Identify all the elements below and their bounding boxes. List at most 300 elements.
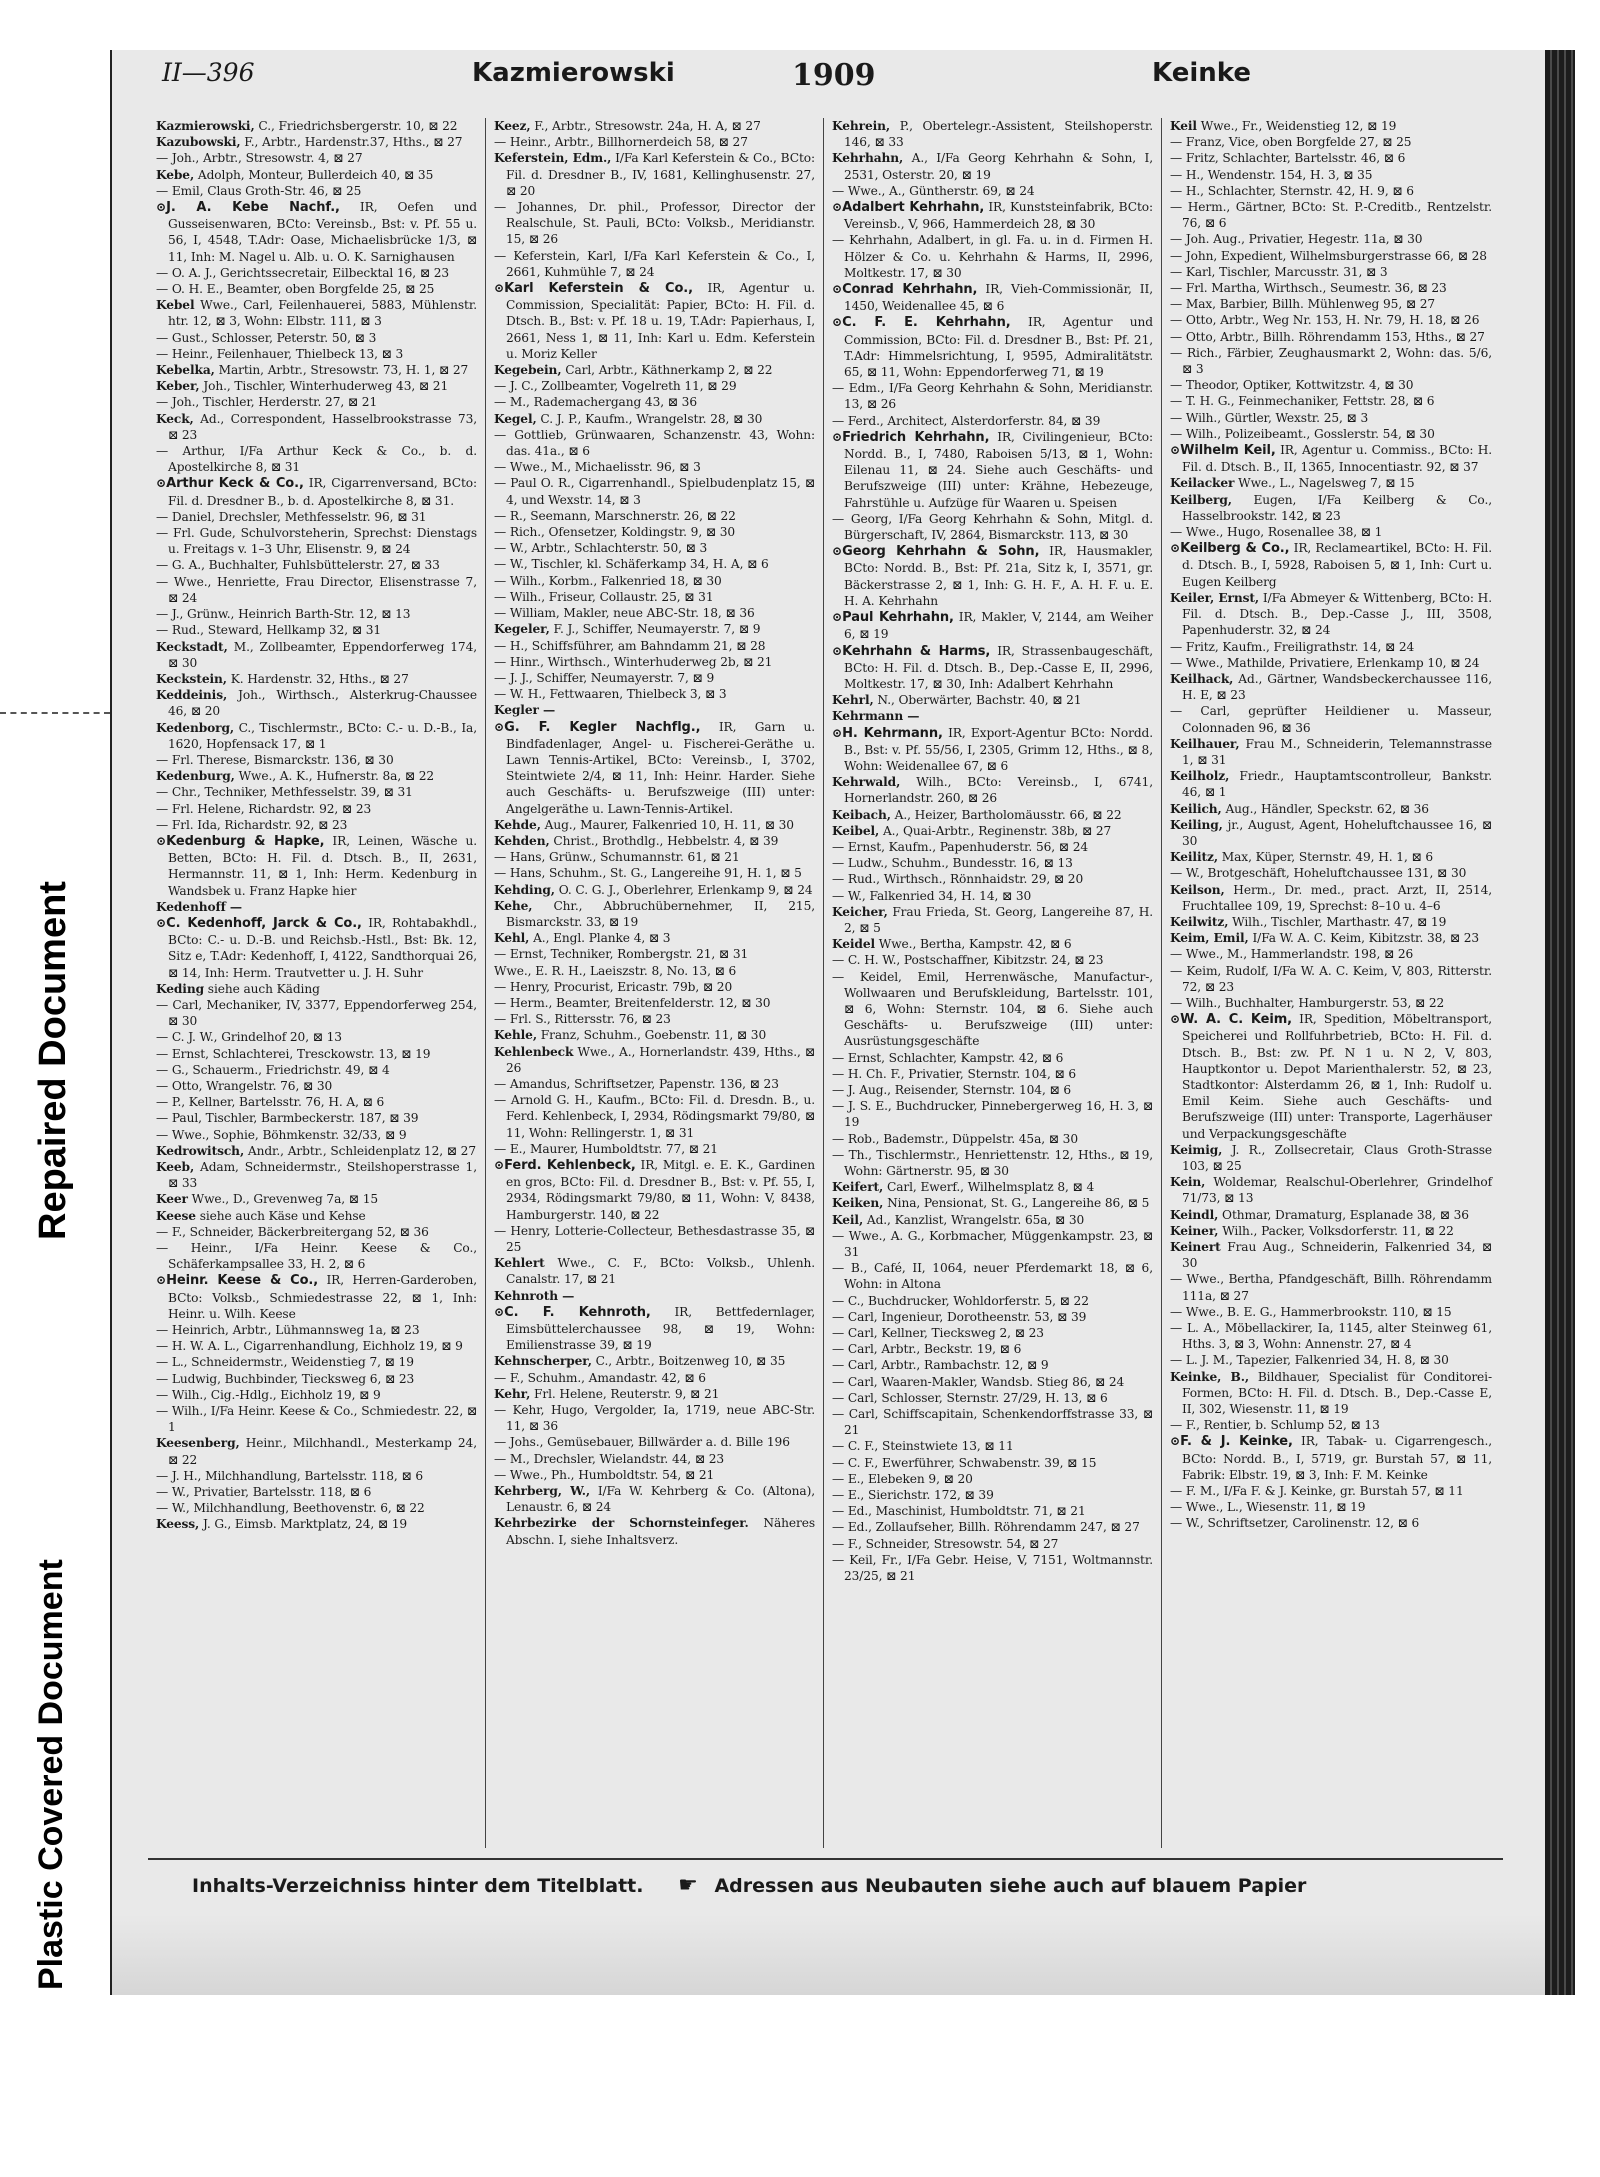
directory-entry bbox=[1170, 264, 1492, 280]
entry-name: Keber, bbox=[156, 379, 200, 394]
entry-details: — E., Elebeken 9, ⊠ 20 bbox=[832, 1471, 973, 1486]
entry-details: P., Obertelegr.-Assistent, Steilshoperstr. 146, ⊠ 33 bbox=[844, 119, 1153, 150]
directory-entry bbox=[494, 1044, 815, 1076]
directory-entry bbox=[1170, 312, 1492, 328]
entry-details: — L. A., Möbellackirer, Ia, 1145, alter Steinweg 61, Hths. 3, ⊠ 3, Wohn: Annenstr. 27, ⊠ 4 bbox=[1170, 1321, 1492, 1352]
directory-entry bbox=[156, 1062, 477, 1078]
entry-details: — Th., Tischlermstr., Henriettenstr. 12, Hths., ⊠ 19, Wohn: Gärtnerstr. 95, ⊠ 30 bbox=[832, 1147, 1153, 1178]
entry-details: — E., Sierichstr. 172, ⊠ 39 bbox=[832, 1488, 994, 1503]
directory-entry bbox=[156, 1094, 477, 1110]
entry-name: Kedrowitsch, bbox=[156, 1143, 245, 1158]
entry-details: Frl. Helene, Reuterstr. 9, ⊠ 21 bbox=[534, 1386, 720, 1401]
directory-entry bbox=[494, 427, 815, 459]
entry-name: Kehding, bbox=[494, 882, 555, 897]
directory-entry bbox=[832, 871, 1153, 887]
directory-entry bbox=[1170, 410, 1492, 426]
entry-details: — F., Schneider, Bäckerbreitergang 52, ⊠ 36 bbox=[156, 1224, 429, 1239]
directory-entry bbox=[832, 232, 1153, 281]
directory-entry bbox=[494, 702, 815, 718]
entry-details: — O. A. J., Gerichtssecretair, Eilbecktal 16, ⊠ 23 bbox=[156, 265, 450, 280]
entry-details: Heinr., Milchhandl., Mesterkamp 24, ⊠ 22 bbox=[168, 1436, 477, 1467]
directory-entry bbox=[156, 899, 477, 915]
directory-entry bbox=[494, 1402, 815, 1434]
entry-name: Arthur Keck & Co., bbox=[166, 476, 304, 492]
page-header bbox=[152, 50, 1492, 96]
directory-entry bbox=[156, 525, 477, 557]
entry-details: — Herm., Gärtner, BCto: St. P.-Creditb., Rentzelstr. 76, ⊠ 6 bbox=[1170, 200, 1492, 231]
directory-entry bbox=[1170, 946, 1492, 962]
entry-details: IR, Leinen, Wäsche u. Betten, BCto: H. Fil. d. Dtsch. B., II, 2631, Hermannstr. 11, ⊠ 1, Inh: Herm. Kedenburg in Wandsbek u. Franz Hapke hier bbox=[168, 833, 477, 898]
directory-entry bbox=[156, 720, 477, 752]
directory-entry bbox=[1170, 671, 1492, 703]
directory-entry bbox=[494, 589, 815, 605]
entry-details: I/Fa Abmeyer & Wittenberg, BCto: H. Fil. d. Dtsch. B., Dep.-Casse J., III, 3508, Papenhuderstr. 32, ⊠ 24 bbox=[1182, 590, 1492, 638]
page-number: II—396 bbox=[162, 58, 255, 87]
entry-name: Keddeinis, bbox=[156, 688, 228, 703]
directory-entry bbox=[832, 1260, 1153, 1292]
entry-details: — Gust., Schlosser, Peterstr. 50, ⊠ 3 bbox=[156, 330, 377, 345]
entry-details: A., Engl. Planke 4, ⊠ 3 bbox=[533, 931, 671, 946]
entry-details: — Wilh., Buchhalter, Hamburgerstr. 53, ⊠ 22 bbox=[1170, 995, 1445, 1010]
entry-name: Kehde, bbox=[494, 817, 541, 832]
column-3 bbox=[824, 118, 1162, 1848]
entry-details: — J. J., Schiffer, Neumayerstr. 7, ⊠ 9 bbox=[494, 670, 715, 685]
directory-entry bbox=[832, 1195, 1153, 1211]
entry-details: Ad., Correspondent, Hasselbrookstrasse 73, ⊠ 23 bbox=[168, 411, 477, 442]
directory-entry bbox=[1170, 914, 1492, 930]
directory-entry bbox=[494, 1223, 815, 1255]
directory-entry bbox=[1170, 655, 1492, 671]
directory-entry bbox=[494, 930, 815, 946]
entry-details: — Ernst, Techniker, Rombergstr. 21, ⊠ 31 bbox=[494, 947, 749, 962]
directory-entry bbox=[156, 1110, 477, 1126]
directory-entry bbox=[1170, 393, 1492, 409]
entry-details: Wilh., Tischler, Marthastr. 47, ⊠ 19 bbox=[1232, 914, 1447, 929]
entry-details: — Herm., Beamter, Breitenfelderstr. 12, ⊠ 30 bbox=[494, 995, 771, 1010]
directory-entry bbox=[1170, 1369, 1492, 1418]
entry-details: — Joh., Tischler, Herderstr. 27, ⊠ 21 bbox=[156, 395, 378, 410]
directory-entry bbox=[494, 362, 815, 378]
entry-details: Herm., Dr. med., pract. Arzt, II, 2514, Fruchtallee 109, 19, Sprechst: 8–10 u. 4–6 bbox=[1182, 882, 1492, 913]
directory-entry bbox=[494, 1386, 815, 1402]
directory-entry bbox=[1170, 590, 1492, 639]
entry-name: F. & J. Keinke, bbox=[1180, 1434, 1293, 1450]
entry-details: — Kehrhahn, Adalbert, in gl. Fa. u. in d. Firmen H. Hölzer & Co. u. Kehrhahn & Harms, II, 2996, Moltkestr. 17, ⊠ 30 bbox=[832, 233, 1153, 280]
directory-entry bbox=[1170, 442, 1492, 475]
directory-entry bbox=[494, 1467, 815, 1483]
entry-name: Keiken, bbox=[832, 1196, 884, 1211]
directory-entry bbox=[494, 995, 815, 1011]
entry-details: — Emil, Claus Groth-Str. 46, ⊠ 25 bbox=[156, 183, 362, 198]
directory-entry bbox=[494, 378, 815, 394]
directory-entry bbox=[494, 1141, 815, 1157]
directory-entry bbox=[156, 1322, 477, 1338]
entry-name: Kebel bbox=[156, 298, 195, 313]
entry-details: F., Arbtr., Stresowstr. 24a, H. A, ⊠ 27 bbox=[534, 119, 761, 133]
directory-entry bbox=[832, 609, 1153, 642]
directory-entry bbox=[156, 768, 477, 784]
entry-details: — Otto, Wrangelstr. 76, ⊠ 30 bbox=[156, 1078, 333, 1093]
entry-name: Kehle, bbox=[494, 1028, 537, 1043]
entry-details: — Wilh., Korbm., Falkenried 18, ⊠ 30 bbox=[494, 573, 722, 588]
directory-entry bbox=[494, 963, 815, 979]
directory-entry bbox=[494, 654, 815, 670]
entry-name: Kebelka, bbox=[156, 363, 215, 378]
side-label bbox=[2, 680, 74, 2000]
directory-entry bbox=[1170, 1207, 1492, 1223]
entry-name: Keeb, bbox=[156, 1160, 195, 1174]
entry-name: Kedenburg, bbox=[156, 769, 235, 784]
entry-details: — Edm., I/Fa Georg Kehrhahn & Sohn, Meridianstr. 13, ⊠ 26 bbox=[832, 381, 1153, 412]
entry-name: Keilberg & Co., bbox=[1180, 541, 1290, 557]
entry-details: — C. H. W., Postschaffner, Kibitzstr. 24, ⊠ 23 bbox=[832, 953, 1104, 968]
cut-line bbox=[0, 712, 110, 714]
directory-entry bbox=[156, 281, 477, 297]
column-1 bbox=[148, 118, 486, 1848]
directory-entry bbox=[1170, 1433, 1492, 1483]
directory-entry bbox=[494, 865, 815, 881]
directory-entry bbox=[494, 1027, 815, 1043]
entry-details: siehe auch Käding bbox=[207, 981, 320, 996]
entry-details: — H. Ch. F., Privatier, Sternstr. 104, ⊠ 6 bbox=[832, 1066, 1077, 1081]
entry-name: Keez, bbox=[494, 119, 531, 133]
entry-details: — Arthur, I/Fa Arthur Keck & Co., b. d. Apostelkirche 8, ⊠ 31 bbox=[156, 444, 477, 475]
directory-entry bbox=[1170, 817, 1492, 849]
entry-details: — W., Arbtr., Schlachterstr. 50, ⊠ 3 bbox=[494, 541, 708, 556]
entry-name: Kehrein, bbox=[832, 119, 891, 133]
entry-details: Wwe., E. R. H., Laeiszstr. 8, No. 13, ⊠ 6 bbox=[494, 963, 737, 978]
directory-entry bbox=[494, 817, 815, 833]
entry-details: C., Friedrichsbergerstr. 10, ⊠ 22 bbox=[258, 119, 458, 133]
directory-entry bbox=[832, 1552, 1153, 1584]
entry-details: IR, Makler, V, 2144, am Weiher 6, ⊠ 19 bbox=[844, 610, 1153, 642]
entry-name: Keifert, bbox=[832, 1180, 884, 1195]
entry-name: Kehrwald, bbox=[832, 775, 901, 790]
directory-entry bbox=[832, 543, 1153, 609]
directory-entry bbox=[1170, 296, 1492, 312]
entry-details: — Frl. Martha, Wirthsch., Seumestr. 36, ⊠ 23 bbox=[1170, 281, 1447, 296]
entry-name: Conrad Kehrhahn, bbox=[842, 282, 978, 298]
entry-details: Wwe., A., Hornerlandstr. 439, Hths., ⊠ 26 bbox=[506, 1044, 815, 1075]
directory-entry bbox=[156, 1046, 477, 1062]
entry-details: Frau Frieda, St. Georg, Langereihe 87, H. 2, ⊠ 5 bbox=[844, 904, 1153, 935]
entry-name: Kehrbezirke der Schornsteinfeger. bbox=[494, 1516, 749, 1531]
directory-entry bbox=[494, 605, 815, 621]
entry-details: — Carl, Schiffscapitain, Schenkendorffstrasse 33, ⊠ 21 bbox=[832, 1407, 1153, 1438]
directory-entry bbox=[494, 1011, 815, 1027]
directory-entry bbox=[832, 839, 1153, 855]
entry-details: Eugen, I/Fa Keilberg & Co., Hasselbrookstr. 142, ⊠ 23 bbox=[1182, 492, 1492, 523]
entry-name: Paul Kehrhahn, bbox=[842, 610, 954, 626]
entry-details: F., Arbtr., Hardenstr.37, Hths., ⊠ 27 bbox=[244, 135, 463, 150]
entry-details: — Keil, Fr., I/Fa Gebr. Heise, V, 7151, Woltmannstr. 23/25, ⊠ 21 bbox=[832, 1552, 1153, 1584]
entry-name: Georg Kehrhahn & Sohn, bbox=[842, 544, 1040, 560]
directory-entry bbox=[832, 904, 1153, 936]
directory-entry bbox=[1170, 963, 1492, 995]
entry-details: IR, Agentur u. Commission, Specialität: Papier, BCto: H. Fil. d. Dtsch. B., Bst: v. Pf. 18 u. 19, T.Adr: Papierhaus, I, 2661, Ness 1, ⊠ 11, Inh: Karl u. Edm. Keferstein u. Moriz Keller bbox=[506, 281, 815, 361]
entry-details: — Paul, Tischler, Barmbeckerstr. 187, ⊠ 39 bbox=[156, 1111, 419, 1126]
entry-details: — Daniel, Drechsler, Methfesselstr. 96, ⊠ 31 bbox=[156, 509, 427, 524]
entry-name: Keilich, bbox=[1170, 801, 1222, 816]
directory-entry bbox=[1170, 199, 1492, 231]
directory-entry bbox=[156, 574, 477, 606]
directory-entry bbox=[832, 708, 1153, 724]
entry-details: — Keferstein, Karl, I/Fa Karl Keferstein & Co., I, 2661, Kuhmühle 7, ⊠ 24 bbox=[494, 248, 815, 279]
directory-entry bbox=[156, 183, 477, 199]
entry-details: — Carl, Arbtr., Beckstr. 19, ⊠ 6 bbox=[832, 1342, 1022, 1357]
directory-entry bbox=[156, 134, 477, 150]
entry-details: — W., Brotgeschäft, Hoheluftchaussee 131, ⊠ 30 bbox=[1170, 866, 1467, 881]
entry-name: Keiler, Ernst, bbox=[1170, 590, 1260, 605]
entry-details: Aug., Maurer, Falkenried 10, H. 11, ⊠ 30 bbox=[544, 817, 794, 832]
entry-name: Keese bbox=[156, 1208, 196, 1223]
page-footer bbox=[192, 1873, 1482, 1903]
entry-details: — Joh. Aug., Privatier, Hegestr. 11a, ⊠ 30 bbox=[1170, 232, 1423, 247]
directory-entry bbox=[156, 394, 477, 410]
entry-details: — Wwe., Sophie, Böhmkenstr. 32/33, ⊠ 9 bbox=[156, 1127, 407, 1142]
entry-details: Joh., Wirthsch., Alsterkrug-Chaussee 46, ⊠ 20 bbox=[168, 688, 477, 719]
entry-name: Kazmierowski, bbox=[156, 119, 255, 133]
entry-name: C. Kedenhoff, Jarck & Co., bbox=[166, 915, 362, 931]
entry-details: — Ernst, Schlachter, Kampstr. 42, ⊠ 6 bbox=[832, 1050, 1064, 1065]
entry-details: — R., Seemann, Marschnerstr. 26, ⊠ 22 bbox=[494, 508, 736, 523]
entry-details: K. Hardenstr. 32, Hths., ⊠ 27 bbox=[230, 671, 409, 686]
entry-details: IR, Hausmakler, BCto: Nordd. B., Bst: Pf. 21a, Sitz k, I, 3571, gr. Bäckerstrasse 2, ⊠ 1, Inh: G. H. F., A. H. F. u. E. H. A. Kehrhahn bbox=[844, 544, 1153, 608]
entry-details: Christ., Brothdlg., Hebbelstr. 4, ⊠ 39 bbox=[553, 833, 779, 848]
entry-details: — J., Grünw., Heinrich Barth-Str. 12, ⊠ 13 bbox=[156, 607, 411, 622]
entry-name: Keinke, B., bbox=[1170, 1369, 1249, 1384]
entry-name: Kehl, bbox=[494, 931, 530, 946]
directory-entry bbox=[156, 557, 477, 573]
entry-details: Bildhauer, Specialist für Conditorei-Formen, BCto: H. Fil. d. Dtsch. B., Dep.-Casse E, II, 302, Wiesenstr. 11, ⊠ 19 bbox=[1182, 1369, 1492, 1417]
entry-details: siehe auch Käse und Kehse bbox=[199, 1208, 366, 1223]
directory-entry bbox=[1170, 736, 1492, 768]
entry-details: — Heinr., Feilenhauer, Thielbeck 13, ⊠ 3 bbox=[156, 346, 404, 361]
directory-entry bbox=[156, 833, 477, 899]
entry-details: — Frl. S., Rittersstr. 76, ⊠ 23 bbox=[494, 1012, 671, 1027]
directory-entry bbox=[1170, 1304, 1492, 1320]
entry-details: — H., Wendenstr. 154, H. 3, ⊠ 35 bbox=[1170, 167, 1373, 182]
directory-entry bbox=[1170, 1142, 1492, 1174]
directory-entry bbox=[494, 540, 815, 556]
entry-name: Kein, bbox=[1170, 1175, 1206, 1190]
entry-name: Kehden, bbox=[494, 833, 550, 848]
directory-entry bbox=[156, 687, 477, 719]
directory-entry bbox=[832, 1357, 1153, 1373]
entry-details: — William, Makler, neue ABC-Str. 18, ⊠ 36 bbox=[494, 606, 755, 621]
entry-details: IR, Reclameartikel, BCto: H. Fil. d. Dtsch. B., I, 5928, Raboisen 5, ⊠ 1, Inh: Curt u. Eugen Keilberg bbox=[1182, 541, 1493, 589]
entry-details: Carl, Ewerf., Wilhelmsplatz 8, ⊠ 4 bbox=[886, 1180, 1095, 1195]
directory-entry bbox=[832, 183, 1153, 199]
entry-name: Keilacker bbox=[1170, 476, 1235, 491]
entry-name: Kegeler, bbox=[494, 622, 550, 637]
bottom-rule bbox=[148, 1858, 1503, 1860]
entry-details: — Joh., Arbtr., Stresowstr. 4, ⊠ 27 bbox=[156, 151, 363, 166]
entry-details: — G., Schauerm., Friedrichstr. 49, ⊠ 4 bbox=[156, 1062, 390, 1077]
entry-name: Friedrich Kehrhahn, bbox=[842, 429, 990, 445]
directory-entry bbox=[156, 1143, 477, 1159]
entry-details: — F., Schuhm., Amandastr. 42, ⊠ 6 bbox=[494, 1370, 706, 1385]
entry-name: Kegler — bbox=[494, 703, 556, 718]
entry-details: — J. S. E., Buchdrucker, Pinnebergerweg 16, H. 3, ⊠ 19 bbox=[832, 1099, 1153, 1130]
entry-details: — Wilh., I/Fa Heinr. Keese & Co., Schmiedestr. 22, ⊠ 1 bbox=[156, 1404, 477, 1435]
directory-entry bbox=[1170, 248, 1492, 264]
directory-entry bbox=[494, 524, 815, 540]
entry-details: Näheres Abschn. I, siehe Inhaltsverz. bbox=[506, 1516, 815, 1547]
header-right-word: Keinke bbox=[1152, 58, 1251, 88]
entry-details: Joh., Tischler, Winterhuderweg 43, ⊠ 21 bbox=[203, 379, 449, 394]
directory-entry bbox=[156, 1403, 477, 1435]
entry-details: IR, Agentur u. Commiss., BCto: H. Fil. d. Dtsch. B., II, 1365, Innocentiastr. 92, ⊠ 37 bbox=[1182, 443, 1492, 475]
directory-entry bbox=[832, 1179, 1153, 1195]
directory-entry bbox=[1170, 183, 1492, 199]
directory-entry bbox=[494, 508, 815, 524]
directory-entry bbox=[156, 1191, 477, 1207]
entry-details: — Ernst, Kaufm., Papenhuderstr. 56, ⊠ 24 bbox=[832, 839, 1089, 854]
entry-details: — C., Buchdrucker, Wohldorferstr. 5, ⊠ 22 bbox=[832, 1293, 1089, 1308]
entry-details: — Rud., Steward, Hellkamp 32, ⊠ 31 bbox=[156, 623, 382, 638]
entry-name: C. F. Kehnroth, bbox=[504, 1304, 651, 1320]
entry-details: — F. M., I/Fa F. & J. Keinke, gr. Burstah 57, ⊠ 11 bbox=[1170, 1484, 1464, 1499]
entry-details: I/Fa Karl Keferstein & Co., BCto: Fil. d. Dresdner B., IV, 1681, Kellinghusenstr. 27, ⊠ 20 bbox=[506, 151, 815, 198]
directory-entry bbox=[1170, 1515, 1492, 1531]
entry-name: G. F. Kegler Nachflg., bbox=[504, 719, 701, 735]
entry-details: — W., Privatier, Bartelsstr. 118, ⊠ 6 bbox=[156, 1485, 372, 1500]
directory-entry bbox=[832, 1374, 1153, 1390]
column-4 bbox=[1162, 118, 1500, 1848]
entry-details: C., Tischlermstr., BCto: C.- u. D.-B., Ia, 1620, Hopfensack 17, ⊠ 1 bbox=[168, 720, 477, 751]
entry-details: — Rob., Bademstr., Düppelstr. 45a, ⊠ 30 bbox=[832, 1131, 1078, 1146]
entry-name: Ferd. Kehlenbeck, bbox=[504, 1158, 636, 1173]
entry-details: IR, Spedition, Möbeltransport, Speicherei und Rollfuhrbetrieb, BCto: H. Fil. d. Dtsch. B., Bst: zw. Pf. N 1 u. N 2, V, 803, Hauptkontor u. Depot Marienthalerstr. 52, ⊠ 23, Stadtkontor: Alsterdamm 26, ⊠ 1, Inh: Rudolf u. Emil Keim. Siehe auch Geschäfts- und Berufszweige (III) unter: Transporte, Lagerhäuser und Verpackungsgeschäfte bbox=[1182, 1012, 1492, 1141]
entry-name: Keding bbox=[156, 981, 205, 996]
directory-entry bbox=[832, 823, 1153, 839]
entry-details: — H. W. A. L., Cigarrenhandlung, Eichholz 19, ⊠ 9 bbox=[156, 1339, 463, 1354]
entry-details: — F., Rentier, b. Schlump 52, ⊠ 13 bbox=[1170, 1418, 1380, 1433]
entry-details: — Henry, Lotterie-Collecteur, Bethesdastrasse 35, ⊠ 25 bbox=[494, 1223, 815, 1255]
entry-details: A., Quai-Arbtr., Reginenstr. 38b, ⊠ 27 bbox=[882, 823, 1112, 838]
directory-entry bbox=[832, 774, 1153, 806]
directory-entry bbox=[832, 1098, 1153, 1130]
directory-entry bbox=[1170, 329, 1492, 345]
directory-entry bbox=[832, 1309, 1153, 1325]
directory-entry bbox=[494, 1451, 815, 1467]
directory-entry bbox=[494, 1255, 815, 1287]
directory-entry bbox=[156, 362, 477, 378]
entry-details: — Wwe., A., Güntherstr. 69, ⊠ 24 bbox=[832, 183, 1035, 198]
directory-entry bbox=[832, 1438, 1153, 1454]
entry-name: Keilson, bbox=[1170, 882, 1225, 897]
entry-details: — Hans, Grünw., Schumannstr. 61, ⊠ 21 bbox=[494, 850, 740, 865]
directory-entry bbox=[494, 670, 815, 686]
directory-entry bbox=[832, 413, 1153, 429]
entry-name: Kehrmann — bbox=[832, 709, 920, 724]
entry-details: IR, Mitgl. e. E. K., Gardinen en gros, BCto: Fil. d. Dresdner B., Bst: v. Pf. 55, I, 2934, Rödingsmarkt 79/80, ⊠ 11, Wohn: V, 8438, Hamburgerstr. 140, ⊠ 22 bbox=[506, 1158, 815, 1222]
directory-entry bbox=[832, 1228, 1153, 1260]
entry-details: Adolph, Monteur, Bullerdeich 40, ⊠ 35 bbox=[197, 167, 434, 182]
directory-entry bbox=[156, 817, 477, 833]
directory-entry bbox=[156, 1224, 477, 1240]
directory-entry bbox=[156, 915, 477, 981]
directory-entry bbox=[156, 1484, 477, 1500]
entry-name: Keil, bbox=[832, 1212, 864, 1227]
directory-entry bbox=[156, 1500, 477, 1516]
directory-entry bbox=[156, 606, 477, 622]
entry-name: C. F. E. Kehrhahn, bbox=[842, 315, 1011, 331]
entry-name: Keidel bbox=[832, 937, 876, 952]
entry-details: — Heinr., I/Fa Heinr. Keese & Co., Schäferkampsallee 33, H. 2, ⊠ 6 bbox=[156, 1241, 477, 1272]
entry-name: Kehlenbeck bbox=[494, 1044, 574, 1059]
entry-details: — Wwe., Henriette, Frau Director, Elisenstrasse 7, ⊠ 24 bbox=[156, 574, 477, 605]
entry-name: W. A. C. Keim, bbox=[1180, 1012, 1292, 1028]
directory-entry bbox=[156, 784, 477, 800]
entry-details: N., Oberwärter, Bachstr. 40, ⊠ 21 bbox=[877, 693, 1082, 708]
entry-name: Kehlert bbox=[494, 1256, 545, 1271]
entry-details: — Paul O. R., Cigarrenhandl., Spielbudenplatz 15, ⊠ 4, und Wexstr. 14, ⊠ 3 bbox=[494, 476, 815, 507]
directory-entry bbox=[1170, 426, 1492, 442]
entry-name: Keess, bbox=[156, 1517, 200, 1532]
entry-details: jr., August, Agent, Hoheluftchaussee 16, ⊠ 30 bbox=[1182, 817, 1493, 848]
directory-entry bbox=[1170, 1271, 1492, 1303]
directory-entry bbox=[1170, 768, 1492, 800]
entry-name: Heinr. Keese & Co., bbox=[166, 1273, 319, 1289]
side-label-plastic: Plastic Covered Document bbox=[32, 1559, 70, 1990]
entry-details: Frau M., Schneiderin, Telemannstrasse 1, ⊠ 31 bbox=[1182, 736, 1493, 767]
directory-entry bbox=[156, 118, 477, 134]
directory-entry bbox=[494, 979, 815, 995]
side-label-repaired: Repaired Document bbox=[32, 881, 74, 1240]
directory-entry bbox=[494, 1076, 815, 1092]
directory-entry bbox=[494, 1304, 815, 1354]
entry-details: Wwe., C. F., BCto: Volksb., Uhlenh. Canalstr. 17, ⊠ 21 bbox=[506, 1256, 815, 1287]
directory-entry bbox=[1170, 1223, 1492, 1239]
directory-entry bbox=[494, 833, 815, 849]
directory-entry bbox=[1170, 930, 1492, 946]
directory-entry bbox=[832, 1341, 1153, 1357]
entry-details: — H., Schiffsführer, am Bahndamm 21, ⊠ 28 bbox=[494, 638, 766, 653]
directory-entry bbox=[156, 265, 477, 281]
directory-entry bbox=[156, 981, 477, 997]
entry-details: — Otto, Arbtr., Weg Nr. 153, H. Nr. 79, H. 18, ⊠ 26 bbox=[1170, 313, 1480, 328]
directory-entry bbox=[1170, 865, 1492, 881]
entry-name: J. A. Kebe Nachf., bbox=[166, 200, 340, 216]
entry-name: Keilberg, bbox=[1170, 492, 1232, 507]
entry-details: — Heinr., Arbtr., Billhornerdeich 58, ⊠ 27 bbox=[494, 135, 748, 150]
directory-entry bbox=[494, 1434, 815, 1450]
directory-entry bbox=[832, 1536, 1153, 1552]
entry-details: — Carl, Mechaniker, IV, 3377, Eppendorferweg 254, ⊠ 30 bbox=[156, 997, 477, 1029]
entry-details: — F., Schneider, Stresowstr. 54, ⊠ 27 bbox=[832, 1536, 1059, 1551]
directory-entry bbox=[156, 1354, 477, 1370]
entry-details: Max, Küper, Sternstr. 49, H. 1, ⊠ 6 bbox=[1221, 850, 1434, 865]
entry-details: — Wwe., M., Hammerlandstr. 198, ⊠ 26 bbox=[1170, 947, 1414, 962]
entry-name: Kehrhahn, bbox=[832, 151, 904, 166]
entry-details: — Otto, Arbtr., Billh. Röhrendamm 153, Hths., ⊠ 27 bbox=[1170, 329, 1485, 344]
entry-name: Keckstein, bbox=[156, 671, 227, 686]
entry-details: Friedr., Hauptamtscontrolleur, Bankstr. 46, ⊠ 1 bbox=[1182, 769, 1492, 800]
directory-entry bbox=[832, 1325, 1153, 1341]
directory-entry bbox=[494, 199, 815, 248]
directory-entry bbox=[494, 686, 815, 702]
directory-entry bbox=[832, 643, 1153, 693]
entry-details: — L. J. M., Tapezier, Falkenried 34, H. 8, ⊠ 30 bbox=[1170, 1353, 1449, 1368]
directory-entry bbox=[156, 752, 477, 768]
directory-entry bbox=[1170, 1320, 1492, 1352]
entry-details: IR, Bettfedernlager, Eimsbüttelerchaussee 98, ⊠ 19, Wohn: Emilienstrasse 39, ⊠ 19 bbox=[506, 1304, 815, 1353]
entry-name: Keiling, bbox=[1170, 817, 1223, 832]
directory-entry bbox=[156, 671, 477, 687]
entry-details: Chr., Abbruchübernehmer, II, 215, Bismarckstr. 33, ⊠ 19 bbox=[506, 898, 815, 929]
